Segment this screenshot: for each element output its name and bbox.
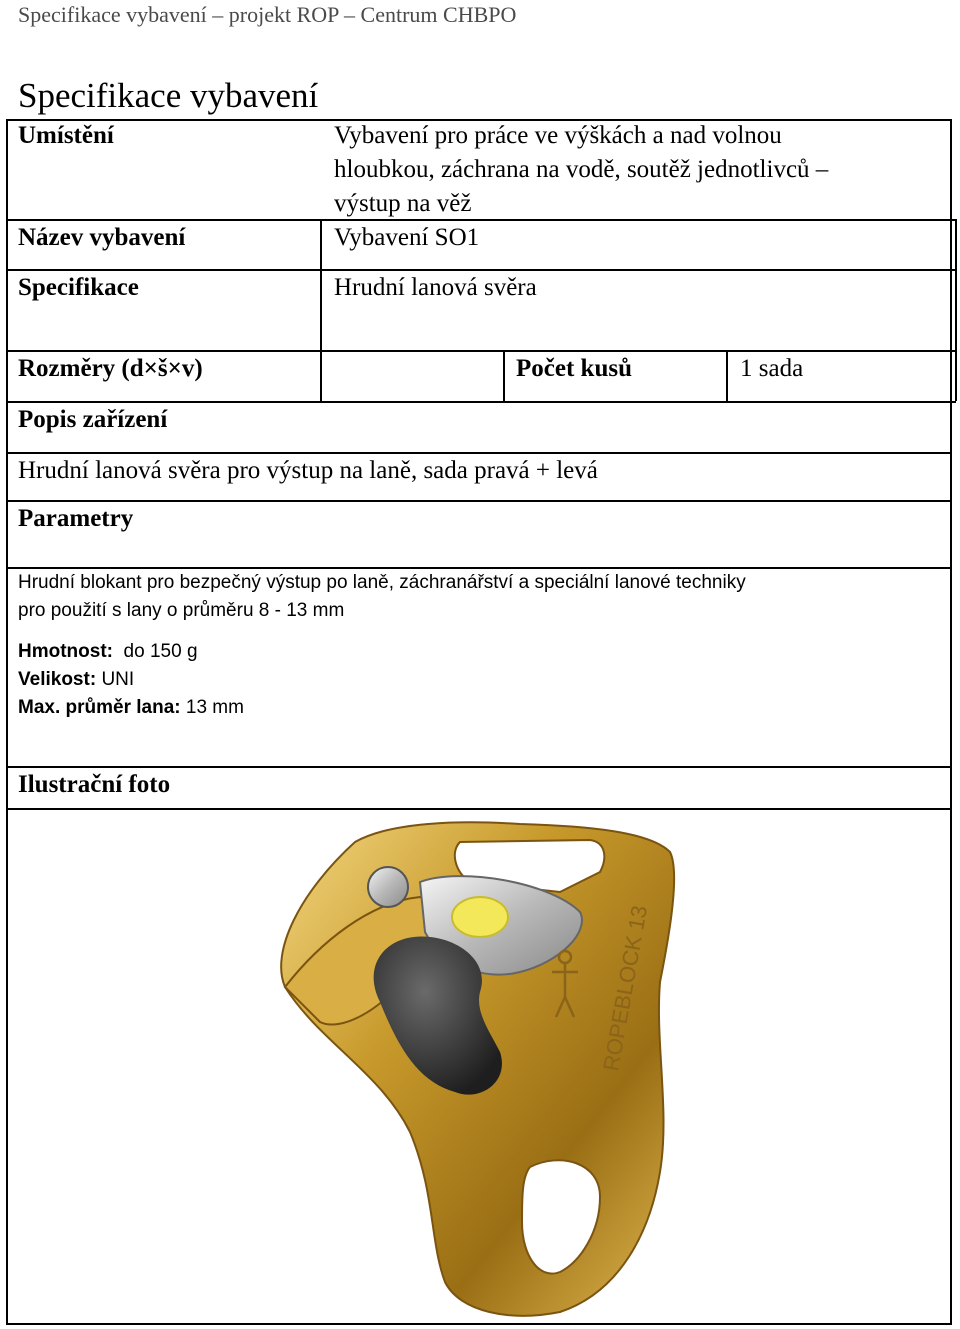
label-rozmery: Rozměry (d×š×v) <box>18 355 203 382</box>
running-header: Specifikace vybavení – projekt ROP – Centrum CHBPO <box>18 2 517 27</box>
value-umisteni-line2: hloubkou, záchrana na vodě, soutěž jednotlivců – <box>334 156 829 183</box>
value-pocet-kusu: 1 sada <box>740 355 804 382</box>
device-engraving: ROPEBLOCK 13 <box>598 903 653 1073</box>
value-umisteni-line1: Vybavení pro práce ve výškách a nad volnou <box>334 122 782 149</box>
document-title: Specifikace vybavení <box>18 76 319 115</box>
label-pocet-kusu: Počet kusů <box>516 355 632 382</box>
param-hmotnost-value: do 150 g <box>123 641 198 662</box>
param-velikost-label: Velikost: <box>18 669 97 690</box>
param-hmotnost-label: Hmotnost: <box>18 641 113 662</box>
label-popis: Popis zařízení <box>18 406 168 433</box>
label-parametry: Parametry <box>18 505 134 532</box>
parametry-line1: Hrudní blokant pro bezpečný výstup po laně, záchranářství a speciální lanové techniky <box>18 572 746 593</box>
value-specifikace: Hrudní lanová svěra <box>334 274 537 301</box>
param-prumer <box>18 697 244 719</box>
value-popis: Hrudní lanová svěra pro výstup na laně, sada pravá + levá <box>18 457 598 484</box>
label-umisteni: Umístění <box>18 122 114 149</box>
label-ilustracni-foto: Ilustrační foto <box>18 771 171 798</box>
parametry-line2: pro použití s lany o průměru 8 - 13 mm <box>18 600 345 621</box>
param-prumer-label: Max. průměr lana: <box>18 697 181 718</box>
param-velikost <box>18 669 134 691</box>
param-hmotnost <box>18 641 198 663</box>
value-umisteni-line3: výstup na věž <box>334 190 472 217</box>
param-prumer-value: 13 mm <box>185 697 244 718</box>
indicator-dot <box>452 897 508 937</box>
rope-clamp-photo <box>260 812 760 1324</box>
rivet <box>368 867 408 907</box>
param-velikost-value: UNI <box>101 669 135 690</box>
value-nazev: Vybavení SO1 <box>334 224 480 251</box>
label-nazev: Název vybavení <box>18 224 186 251</box>
label-specifikace: Specifikace <box>18 274 139 301</box>
